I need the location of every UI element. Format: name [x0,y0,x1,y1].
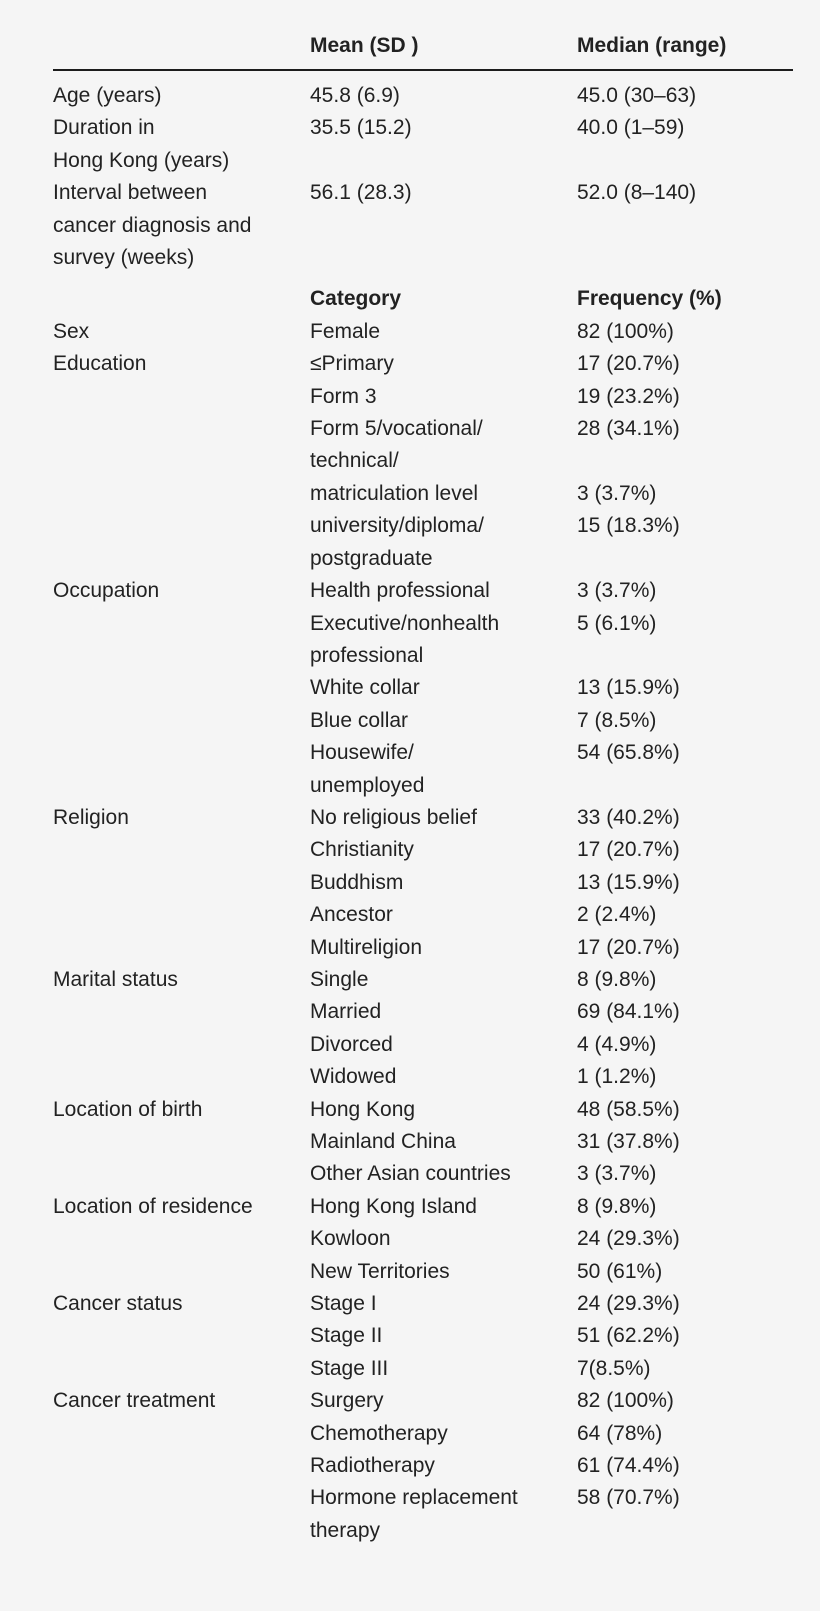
row-label-cell [53,283,310,315]
table-row [53,210,793,242]
row-label-cell: Marital status [53,967,178,991]
table-row [53,1482,793,1514]
category-cell: technical/ [310,449,399,473]
table-row [53,996,793,1028]
value-cell [577,242,793,274]
value-cell: 8 (9.8%) [577,967,657,991]
row-label-cell [53,1482,310,1514]
category-cell: Form 5/vocational/ [310,417,483,441]
value-cell: 15 (18.3%) [577,514,680,538]
header-rule-divider [53,69,793,71]
row-label-cell [53,478,310,510]
row-label-cell [53,1158,310,1190]
value-cell [577,210,793,242]
table-row [53,1288,793,1320]
value-cell: 17 (20.7%) [577,838,680,862]
table-row [53,177,793,209]
table-row [53,705,793,737]
row-label-cell [53,381,310,413]
value-cell: 58 (70.7%) [577,1486,680,1510]
value-cell: 8 (9.8%) [577,1194,657,1218]
row-label-cell [53,608,310,640]
value-cell [577,1515,793,1547]
category-cell: Stage II [310,1324,383,1348]
value-cell: 3 (3.7%) [577,1162,657,1186]
row-label-cell [53,737,310,769]
table-row [53,672,793,704]
row-label-cell: Religion [53,805,129,829]
table-row [53,1385,793,1417]
category-cell [310,210,577,242]
table-row [53,413,793,445]
category-cell [310,145,577,177]
value-cell: 17 (20.7%) [577,352,680,376]
value-cell: 19 (23.2%) [577,384,680,408]
row-label-cell: Age (years) [53,84,162,107]
value-cell: 13 (15.9%) [577,870,680,894]
value-cell: Frequency (%) [577,287,722,311]
header-cell-median-range: Median (range) [577,34,727,57]
table-row [53,242,793,274]
value-cell [577,640,793,672]
category-cell: Chemotherapy [310,1421,448,1445]
table-row [53,1450,793,1482]
row-label-cell [53,1515,310,1547]
row-label-cell: cancer diagnosis and [53,213,252,237]
category-cell: 45.8 (6.9) [310,84,400,107]
table-row [53,381,793,413]
table-row [53,964,793,996]
row-label-cell [53,672,310,704]
value-cell: 4 (4.9%) [577,1032,657,1056]
row-label-cell: Location of residence [53,1194,253,1218]
category-cell: Stage III [310,1356,389,1380]
table-row [53,543,793,575]
row-label-cell: Sex [53,319,90,343]
category-cell: Widowed [310,1065,397,1089]
category-cell: postgraduate [310,546,433,570]
value-cell: 64 (78%) [577,1421,663,1445]
table-row [53,348,793,380]
row-label-cell [53,1320,310,1352]
row-label-cell [53,834,310,866]
value-cell: 54 (65.8%) [577,741,680,765]
value-cell: 1 (1.2%) [577,1065,657,1089]
row-label-cell [53,510,310,542]
value-cell: 28 (34.1%) [577,417,680,441]
row-label-cell [53,1061,310,1093]
value-cell: 82 (100%) [577,319,674,343]
value-cell: 51 (62.2%) [577,1324,680,1348]
table-row [53,770,793,802]
row-label-cell [53,1126,310,1158]
table-row [53,834,793,866]
category-cell: Ancestor [310,903,393,927]
row-label-cell [53,705,310,737]
header-cell-empty [53,30,310,62]
value-cell: 48 (58.5%) [577,1097,680,1121]
table-row [53,802,793,834]
table-row [53,1029,793,1061]
table-row [53,867,793,899]
category-cell: therapy [310,1518,381,1542]
category-cell: 56.1 (28.3) [310,181,412,205]
table-row [53,1094,793,1126]
row-label-cell [53,1256,310,1288]
value-cell: 52.0 (8–140) [577,181,697,205]
table-row [53,899,793,931]
category-cell: Hong Kong [310,1097,416,1121]
value-cell [577,543,793,575]
table-row [53,1256,793,1288]
row-label-cell [53,543,310,575]
category-cell: Hormone replacement [310,1486,518,1510]
table-row [53,478,793,510]
table-row [53,1126,793,1158]
value-cell: 3 (3.7%) [577,579,657,603]
row-label-cell [53,413,310,445]
row-label-cell [53,770,310,802]
table-row [53,737,793,769]
table-row [53,1191,793,1223]
row-label-cell: Occupation [53,579,160,603]
row-label-cell [53,996,310,1028]
row-label-cell [53,1450,310,1482]
category-cell: ≤Primary [310,352,394,376]
value-cell [577,445,793,477]
category-cell: Mainland China [310,1130,456,1153]
category-cell: Surgery [310,1389,384,1413]
table-row [53,316,793,348]
table-header-row [53,30,793,62]
category-cell: White collar [310,676,420,700]
category-cell: Stage I [310,1292,377,1316]
value-cell: 33 (40.2%) [577,805,680,829]
value-cell: 61 (74.4%) [577,1454,680,1478]
table-row [53,80,793,112]
value-cell [577,145,793,177]
value-cell: 31 (37.8%) [577,1130,680,1153]
category-cell: Buddhism [310,870,404,894]
category-cell: Married [310,1000,382,1024]
header-cell-mean-sd: Mean (SD ) [310,34,419,57]
value-cell: 5 (6.1%) [577,611,657,635]
table-row [53,1223,793,1255]
row-label-cell: Cancer status [53,1292,183,1316]
value-cell: 69 (84.1%) [577,1000,680,1024]
value-cell: 82 (100%) [577,1389,674,1413]
value-cell: 2 (2.4%) [577,903,657,927]
table-row [53,445,793,477]
row-label-cell [53,1353,310,1385]
value-cell: 7 (8.5%) [577,708,657,732]
table-row [53,575,793,607]
row-label-cell: Education [53,352,147,376]
value-cell: 13 (15.9%) [577,676,680,700]
value-cell: 3 (3.7%) [577,481,657,505]
category-cell: Divorced [310,1032,393,1056]
category-cell: university/diploma/ [310,514,484,538]
table-row [53,640,793,672]
category-cell: Blue collar [310,708,409,732]
value-cell: 45.0 (30–63) [577,84,697,107]
category-cell: Radiotherapy [310,1454,435,1478]
table-row [53,510,793,542]
value-cell: 17 (20.7%) [577,935,680,959]
category-cell: Category [310,287,402,311]
value-cell: 24 (29.3%) [577,1292,680,1316]
category-cell: Multireligion [310,935,423,959]
category-cell: Executive/nonhealth [310,611,500,635]
row-label-cell [53,445,310,477]
value-cell: 7(8.5%) [577,1356,651,1380]
category-cell: matriculation level [310,481,479,505]
row-label-cell [53,899,310,931]
row-label-cell [53,640,310,672]
table-row [53,1515,793,1547]
row-label-cell: Cancer treatment [53,1389,216,1413]
value-cell: 40.0 (1–59) [577,116,685,140]
table-row [53,1061,793,1093]
category-cell: New Territories [310,1259,450,1283]
row-label-cell [53,1418,310,1450]
category-cell: unemployed [310,773,425,797]
table-row [53,112,793,144]
row-label-cell [53,932,310,964]
category-cell: Other Asian countries [310,1162,511,1186]
category-cell: 35.5 (15.2) [310,116,412,140]
category-cell [310,242,577,274]
row-label-cell: Hong Kong (years) [53,148,230,172]
category-cell: professional [310,643,424,667]
row-label-cell: survey (weeks) [53,246,195,270]
row-label-cell: Duration in [53,116,155,140]
table-row [53,1353,793,1385]
table-body [53,80,793,1547]
row-label-cell: Location of birth [53,1097,203,1121]
category-cell: Health professional [310,579,490,603]
category-cell: Hong Kong Island [310,1194,477,1218]
row-label-cell [53,867,310,899]
table-row [53,1320,793,1352]
category-cell: Housewife/ [310,741,414,765]
category-cell: Single [310,967,369,991]
row-label-cell: Interval between [53,181,208,205]
category-cell: Kowloon [310,1227,391,1251]
category-header-row [53,283,793,315]
category-cell: No religious belief [310,805,477,829]
table-row [53,932,793,964]
row-label-cell [53,1223,310,1255]
category-cell: Female [310,319,381,343]
category-cell: Form 3 [310,384,377,408]
table-row [53,608,793,640]
table-row [53,1158,793,1190]
table-row [53,145,793,177]
category-cell: Christianity [310,838,414,862]
row-label-cell [53,1029,310,1061]
value-cell: 24 (29.3%) [577,1227,680,1251]
value-cell: 50 (61%) [577,1259,663,1283]
table-row [53,1418,793,1450]
value-cell [577,770,793,802]
